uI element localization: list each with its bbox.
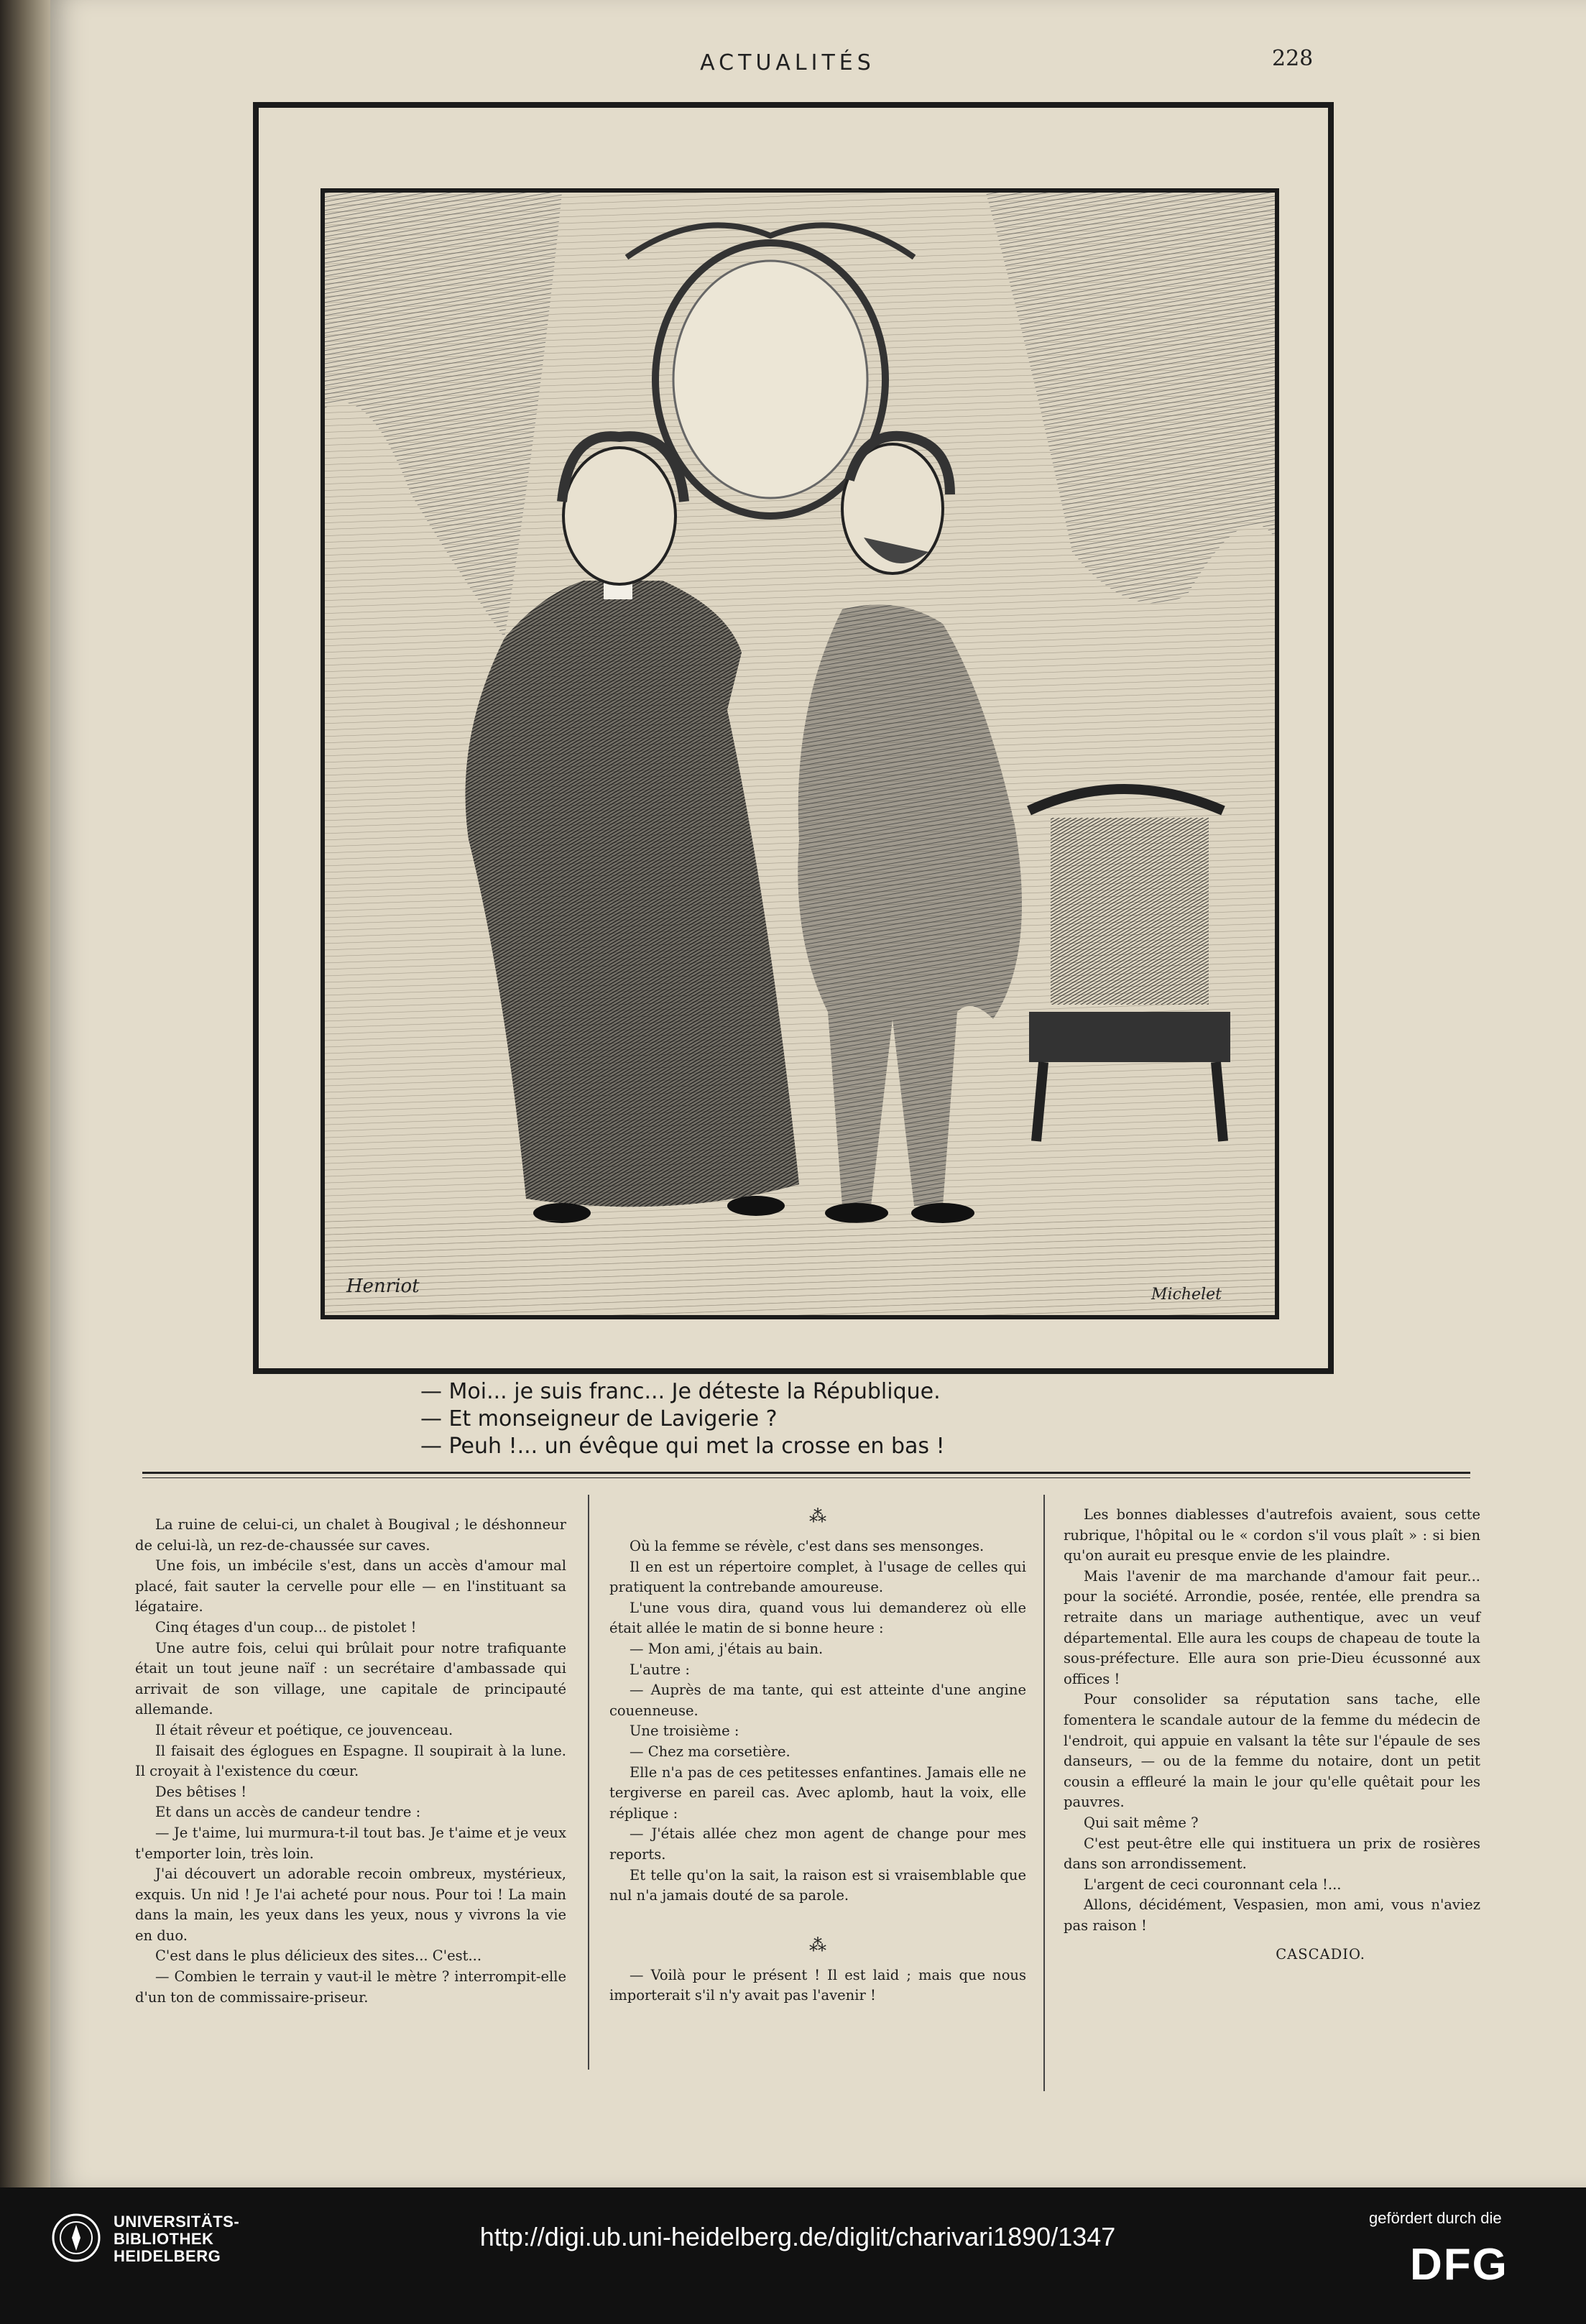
digitization-footer <box>0 2187 1586 2324</box>
caption-line: — Moi... je suis franc... Je déteste la République. <box>420 1379 941 1404</box>
article-column-1 <box>135 1515 566 2008</box>
paragraph: Les bonnes diablesses d'autrefois avaient, sous cette rubrique, l'hôpital ou le « cordon s'il vous plaît » : si bien qu'on aurait eu presque envie de les plaindre. <box>1064 1506 1480 1564</box>
paragraph: L'une vous dira, quand vous lui demanderez où elle était allée le matin de si bonne heure : <box>609 1599 1026 1637</box>
paragraph: Et dans un accès de candeur tendre : <box>155 1804 421 1821</box>
paragraph: Des bêtises ! <box>155 1783 247 1800</box>
paragraph: — Auprès de ma tante, qui est atteinte d'une angine couenneuse. <box>609 1682 1026 1719</box>
illustration <box>321 188 1279 1319</box>
section-divider-bottom <box>142 1477 1470 1478</box>
paragraph: Elle n'a pas de ces petitesses enfantines. Jamais elle ne tergiverse en pareil cas. Avec aplomb, haut la voix, elle réplique : <box>609 1763 1026 1822</box>
university-seal-icon <box>52 2212 101 2264</box>
section-break-asterism: ⁂ <box>809 1935 826 1955</box>
article-column-3 <box>1064 1505 1480 1965</box>
paragraph: Une troisième : <box>630 1723 739 1740</box>
paragraph: L'autre : <box>630 1661 690 1678</box>
article-column-2 <box>609 1502 1026 2006</box>
paragraph: Cinq étages d'un coup... de pistolet ! <box>155 1618 417 1636</box>
paragraph: — Mon ami, j'étais au bain. <box>630 1640 824 1657</box>
author-signature: CASCADIO. <box>1276 1946 1365 1963</box>
funding-note: gefördert durch die <box>1369 2209 1502 2227</box>
caption-line: — Et monseigneur de Lavigerie ? <box>420 1406 778 1431</box>
paragraph: L'argent de ceci couronnant cela !... <box>1084 1876 1342 1893</box>
paragraph: La ruine de celui-ci, un chalet à Bougival ; le déshonneur de celui-là, un rez-de-chaussée sur caves. <box>135 1516 566 1554</box>
page-header-title: ACTUALITÉS <box>700 50 875 75</box>
section-divider-top <box>142 1472 1470 1474</box>
engraving-scene <box>325 193 1275 1315</box>
source-url-link[interactable]: http://digi.ub.uni-heidelberg.de/diglit/charivari1890/1347 <box>479 2222 1116 2251</box>
artist-signature-right: Michelet <box>1151 1286 1222 1304</box>
caption-line: — Peuh !... un évêque qui met la crosse en bas ! <box>420 1434 945 1459</box>
paragraph: — J'étais allée chez mon agent de change pour mes reports. <box>609 1825 1026 1863</box>
dfg-logo: DFG <box>1410 2240 1508 2290</box>
paragraph: Où la femme se révèle, c'est dans ses mensonges. <box>630 1538 985 1554</box>
paragraph: — Je t'aime, lui murmura-t-il tout bas. Je t'aime et je veux t'emporter loin, très loin. <box>135 1824 566 1862</box>
paragraph: J'ai découvert un adorable recoin ombreux, mystérieux, exquis. Un nid ! Je l'ai acheté pour nous. Pour toi ! La main dans la main, les yeux dans les yeux, nous y vivrons la vie en duo. <box>135 1866 566 1944</box>
book-spine <box>0 0 50 2187</box>
column-divider <box>1043 1495 1045 2091</box>
paragraph: Allons, décidément, Vespasien, mon ami, vous n'aviez pas raison ! <box>1064 1896 1480 1934</box>
paragraph: — Voilà pour le présent ! Il est laid ; mais que nous importerait s'il n'y avait pas l'avenir ! <box>609 1966 1026 2004</box>
paragraph: Mais l'avenir de ma marchande d'amour fait peur... pour la société. Arrondie, posée, rentée, elle prendra sa retraite dans un mariage authentique, avec un veuf départemental. Elle aura les coups de chapeau de toute la sous-préfecture. Elle aura son prie-Dieu écussonné aux offices ! <box>1064 1567 1480 1687</box>
artist-signature-left: Henriot <box>346 1276 420 1297</box>
paragraph: Une autre fois, celui qui brûlait pour notre trafiquante était un tout jeune naïf : un secrétaire d'ambassade qui arrivait de son village, une capitale de principauté allemande. <box>135 1639 566 1718</box>
paragraph: Il faisait des églogues en Espagne. Il soupirait à la lune. Il croyait à l'existence du cœur. <box>135 1742 566 1780</box>
paragraph: Et telle qu'on la sait, la raison est si vraisemblable que nul n'a jamais douté de sa parole. <box>609 1866 1026 1904</box>
floor <box>325 1220 1275 1315</box>
paragraph: Il était rêveur et poétique, ce jouvenceau. <box>155 1721 453 1738</box>
paragraph: Pour consolider sa réputation sans tache, elle fomentera le scandale autour de la femme du médecin de l'endroit, qui appuie en valsant la tête sur l'épaule de ses danseurs, — ou de la femme du notaire, dont un petit cousin a effleuré la main le jour qu'elle quêtait pour les pauvres. <box>1064 1691 1480 1811</box>
illustration-caption <box>420 1378 1067 1460</box>
section-break-asterism: ⁂ <box>809 1506 826 1526</box>
page-number: 228 <box>1272 46 1314 71</box>
paragraph: Il en est un répertoire complet, à l'usage de celles qui pratiquent la contrebande amoureuse. <box>609 1558 1026 1596</box>
paragraph: C'est dans le plus délicieux des sites... C'est... <box>155 1947 482 1965</box>
paragraph: Qui sait même ? <box>1084 1814 1199 1831</box>
university-library-name: UNIVERSITÄTS- BIBLIOTHEK HEIDELBERG <box>114 2213 240 2265</box>
paragraph: Une fois, un imbécile s'est, dans un accès d'amour mal placé, fait sauter la cervelle pour elle — en l'instituant sa légataire. <box>135 1557 566 1615</box>
paragraph: — Chez ma corsetière. <box>630 1743 790 1760</box>
paragraph: — Combien le terrain y vaut-il le mètre ? interrompit-elle d'un ton de commissaire-priseur. <box>135 1968 566 2006</box>
column-divider <box>588 1495 589 2070</box>
paragraph: C'est peut-être elle qui instituera un prix de rosières dans son arrondissement. <box>1064 1835 1480 1873</box>
